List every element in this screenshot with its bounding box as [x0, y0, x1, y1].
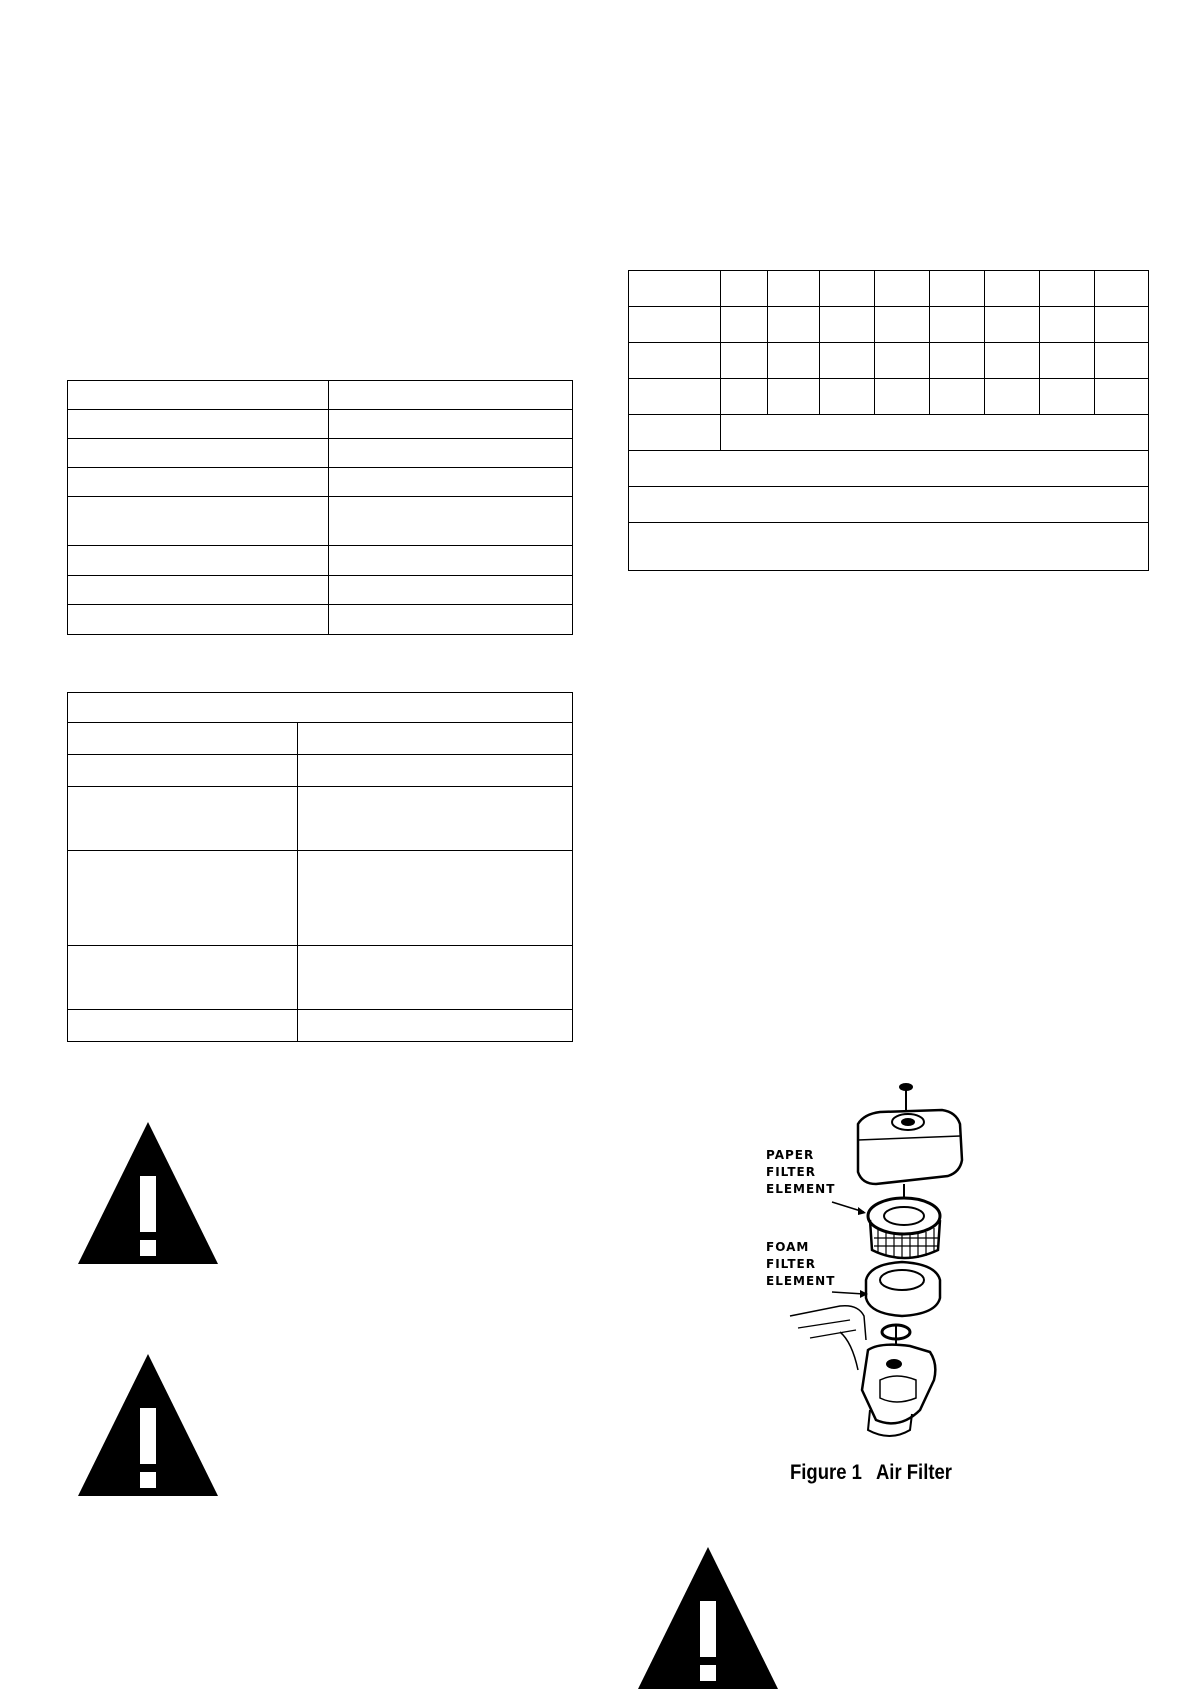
table-cell: [820, 343, 875, 379]
table-cell: [629, 379, 721, 415]
table-cell: [329, 468, 573, 497]
table-cell: [68, 605, 329, 635]
table-cell: [629, 343, 721, 379]
table-cell: [629, 271, 721, 307]
table-cell: [68, 468, 329, 497]
table-cell: [629, 307, 721, 343]
table-cell: [329, 410, 573, 439]
table-cell: [985, 271, 1040, 307]
table-cell: [68, 381, 329, 410]
table-cell: [329, 439, 573, 468]
table-cell: [930, 343, 985, 379]
warning-triangle-icon: [76, 1120, 220, 1266]
table-cell: [68, 723, 298, 755]
maintenance-schedule-table: [628, 270, 1149, 571]
paper-filter-element-label: PAPER FILTER ELEMENT: [766, 1148, 836, 1196]
table-cell: [985, 307, 1040, 343]
foam-filter-element-label: FOAM FILTER ELEMENT: [766, 1240, 836, 1288]
table-cell: [875, 307, 930, 343]
table-cell: [68, 851, 298, 946]
table-cell: [329, 497, 573, 546]
table-cell: [298, 946, 573, 1010]
table-cell: [768, 379, 820, 415]
table-cell: [1095, 343, 1149, 379]
table-cell: [930, 307, 985, 343]
table-cell: [768, 343, 820, 379]
table-cell: [68, 546, 329, 576]
table-cell: [985, 343, 1040, 379]
warning-triangle-icon: [76, 1352, 220, 1498]
table-cell: [329, 381, 573, 410]
table-cell: [629, 451, 1149, 487]
table-cell: [768, 271, 820, 307]
table-cell: [1040, 307, 1095, 343]
table-cell: [629, 523, 1149, 571]
spec-table-2: [67, 692, 573, 1042]
table-cell: [629, 415, 721, 451]
table-cell: [930, 379, 985, 415]
table-cell: [68, 787, 298, 851]
figure-number: Figure 1: [790, 1461, 862, 1484]
air-filter-figure: [770, 1080, 990, 1500]
warning-triangle-icon: [636, 1545, 780, 1684]
table-cell: [68, 946, 298, 1010]
table-cell: [820, 379, 875, 415]
table-cell: [768, 307, 820, 343]
table-cell: [298, 1010, 573, 1042]
table-cell: [721, 415, 1149, 451]
table-header: [68, 693, 573, 723]
table-cell: [875, 379, 930, 415]
table-cell: [298, 723, 573, 755]
table-cell: [1095, 307, 1149, 343]
table-cell: [68, 439, 329, 468]
table-cell: [329, 546, 573, 576]
table-cell: [721, 271, 768, 307]
table-cell: [329, 605, 573, 635]
table-cell: [820, 271, 875, 307]
table-cell: [629, 487, 1149, 523]
table-cell: [875, 271, 930, 307]
figure-caption: [790, 1461, 952, 1485]
spec-table-1: [67, 380, 573, 635]
table-cell: [1095, 379, 1149, 415]
table-cell: [329, 576, 573, 605]
table-cell: [1040, 343, 1095, 379]
table-cell: [820, 307, 875, 343]
table-cell: [68, 576, 329, 605]
table-cell: [68, 410, 329, 439]
table-cell: [298, 851, 573, 946]
table-cell: [298, 755, 573, 787]
table-cell: [298, 787, 573, 851]
table-cell: [68, 755, 298, 787]
table-cell: [721, 379, 768, 415]
table-cell: [68, 1010, 298, 1042]
table-cell: [1040, 379, 1095, 415]
table-cell: [68, 497, 329, 546]
table-cell: [985, 379, 1040, 415]
table-cell: [1040, 271, 1095, 307]
figure-title: Air Filter: [875, 1461, 952, 1484]
table-cell: [930, 271, 985, 307]
table-cell: [875, 343, 930, 379]
table-cell: [721, 343, 768, 379]
table-cell: [721, 307, 768, 343]
table-cell: [1095, 271, 1149, 307]
